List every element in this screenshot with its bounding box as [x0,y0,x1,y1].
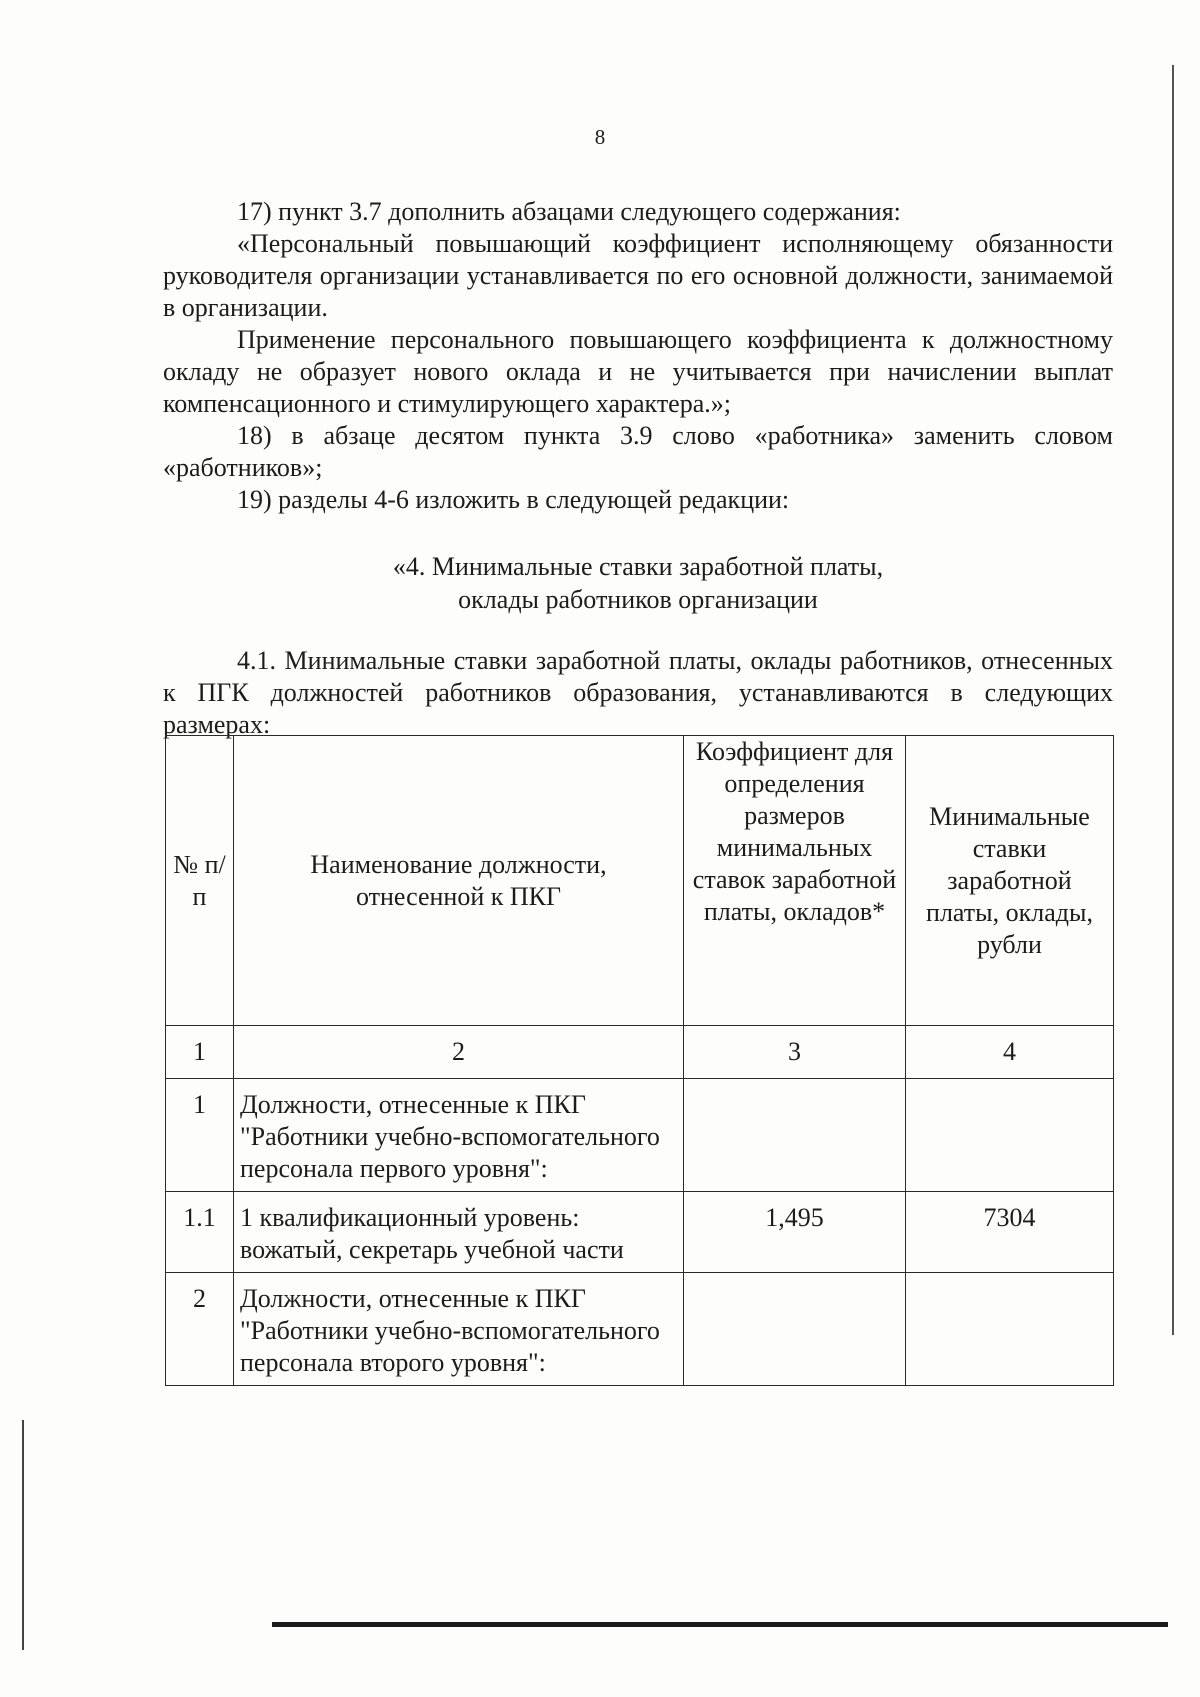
row-coef [684,1273,906,1386]
paragraph-17: 17) пункт 3.7 дополнить абзацами следующего содержания: [237,197,901,226]
table-index-row [166,1026,1114,1079]
row-coef: 1,495 [684,1192,906,1273]
paragraph-application: Применение персонального повышающего коэффициента к должностному окладу не образует нового оклада и не учитывается при начислении выплат компенсационного и стимулирующего характера.»; [163,325,1113,418]
row-rate [906,1079,1114,1192]
section-heading [163,550,1113,616]
row-rate [906,1273,1114,1386]
header-name: Наименование должности, отнесенной к ПКГ [234,736,684,1026]
index-cell: 1 [166,1026,234,1079]
intro-paragraph: 4.1. Минимальные ставки заработной платы, оклады работников, отнесенных к ПГК должностей работников образования, устанавливаются в следующих размерах: [163,646,1113,739]
paragraph-18: 18) в абзаце десятом пункта 3.9 слово «работника» заменить словом «работников»; [163,421,1113,482]
row-num: 1.1 [166,1192,234,1273]
header-rate: Минимальные ставки заработной платы, оклады, рубли [906,736,1114,1026]
row-rate: 7304 [906,1192,1114,1273]
row-num: 1 [166,1079,234,1192]
scan-edge-bottom [272,1622,1168,1627]
index-cell: 3 [684,1026,906,1079]
row-num: 2 [166,1273,234,1386]
scan-edge-left [22,1420,24,1650]
header-num: № п/п [166,736,234,1026]
page-number: 8 [594,125,606,149]
amendment-paragraphs [163,196,1113,516]
row-coef [684,1079,906,1192]
row-name: Должности, отнесенные к ПКГ "Работники учебно-вспомогательного персонала первого уровня": [234,1079,684,1192]
intro-block [163,645,1113,741]
row-name: 1 квалификационный уровень: вожатый, секретарь учебной части [234,1192,684,1273]
paragraph-19: 19) разделы 4-6 изложить в следующей редакции: [237,485,790,514]
index-cell: 4 [906,1026,1114,1079]
paragraph-coefficient: «Персональный повышающий коэффициент исполняющему обязанности руководителя организации устанавливается по его основной должности, занимаемой в организации. [163,229,1113,322]
salary-table [165,735,1114,1386]
table-row [166,1079,1114,1192]
table-header-row [166,736,1114,1026]
section-heading-line-1: «4. Минимальные ставки заработной платы, [392,552,884,581]
table-row [166,1273,1114,1386]
row-name: Должности, отнесенные к ПКГ "Работники учебно-вспомогательного персонала второго уровня": [234,1273,684,1386]
index-cell: 2 [234,1026,684,1079]
scan-edge-right [1172,65,1174,1335]
header-coef: Коэффициент для определения размеров минимальных ставок заработной платы, окладов* [684,736,906,1026]
section-heading-line-2: оклады работников организации [458,585,818,614]
table-row [166,1192,1114,1273]
